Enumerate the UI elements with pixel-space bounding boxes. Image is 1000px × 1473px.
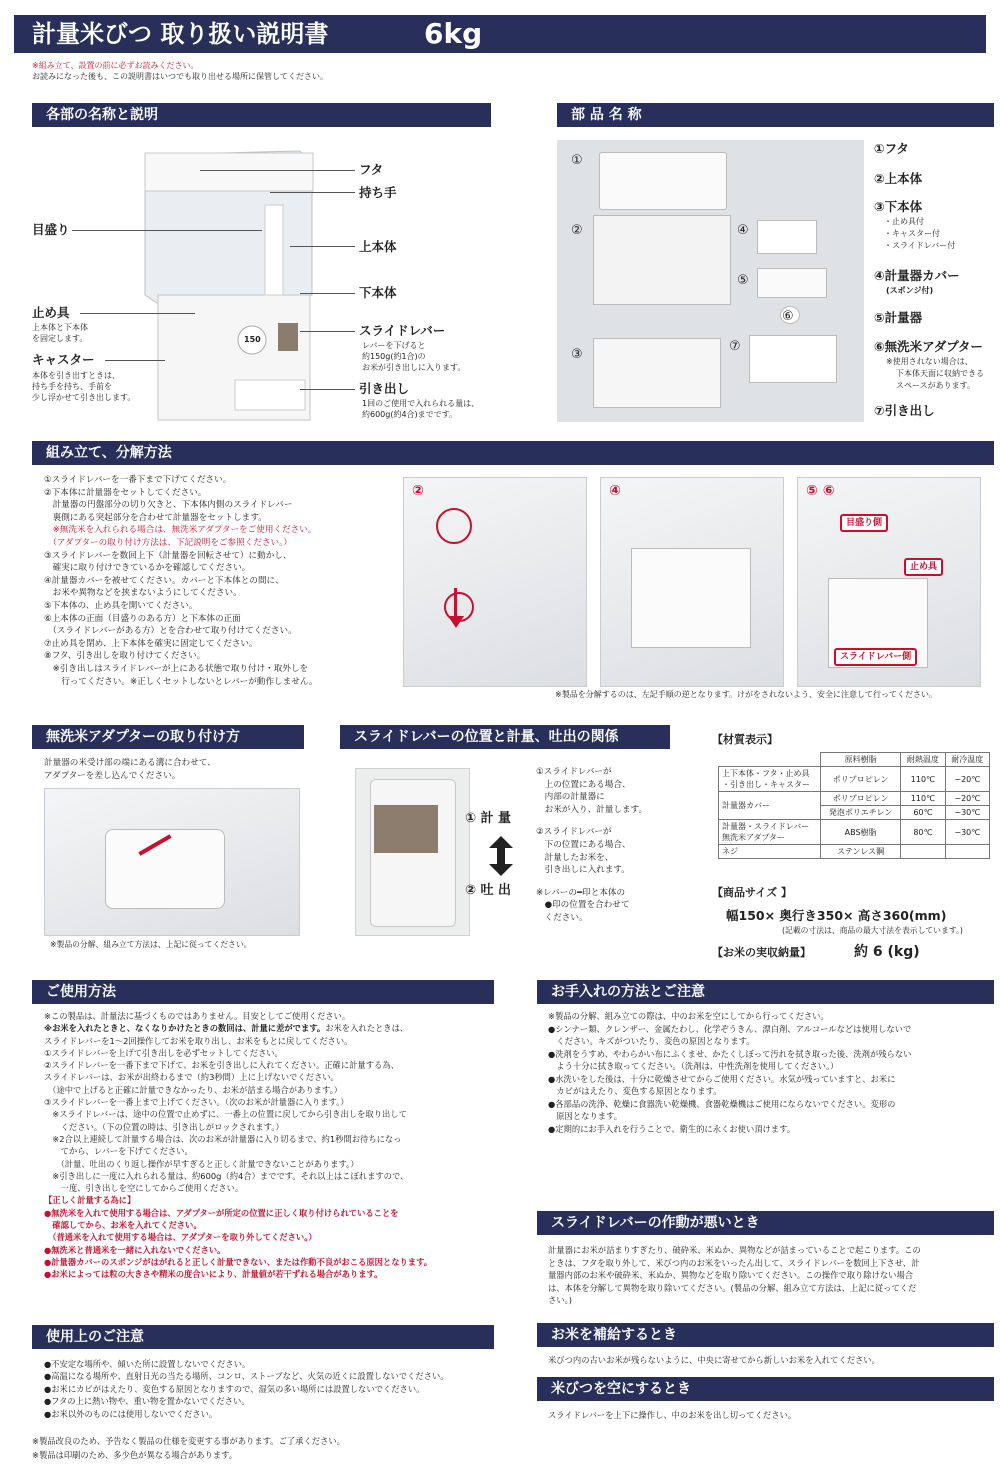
- usage-line-2: ※お米を入れたときと、なくなりかけたときの数回は、計量に差がでます。お米を入れたときは、: [44, 1023, 409, 1034]
- parts-item-3a: ・止め具付: [884, 217, 924, 226]
- slide-desc-3: お米が引き出しに入ります。: [362, 363, 466, 372]
- hikidashi-desc-1: 1回のご使用で入れられる量は、: [362, 399, 480, 408]
- capacity-label: 【お米の実収納量】: [712, 946, 811, 959]
- size-header: 【商品サイズ 】: [712, 886, 792, 899]
- label-tomegu: 止め具: [32, 305, 70, 320]
- assembly-red-1: ※無洗米を入れられる場合は、無洗米アダプターをご使用ください。: [44, 525, 317, 536]
- assembly-line-8: お米や異物などを挟まないようにしてください。: [44, 588, 242, 599]
- mat-r4-part: ネジ: [719, 845, 821, 859]
- lever-t3: 内部の計量器に: [536, 792, 605, 803]
- mat-col-heat: 耐熱温度: [901, 753, 945, 767]
- label-hikidashi: 引き出し: [359, 381, 410, 396]
- tomegu-desc-2: を固定します。: [32, 334, 88, 343]
- caution-text: ●不安定な場所や、傾いた所に設置しないでください。 ●高温になる場所や、直射日光の当たる場所、コンロ、ストーブなど、火気の近くに設置しないでください。 ●お米にカビがはえたり、変色する原因となりますので、湿気の多い場所には設置しないでください。 ●フタの上に熱い物や、重い物を置かないでください。 ●お米以外のものには使用しないでください。: [44, 1359, 449, 1419]
- assembly-line-6: 確実に取り付けできているかを確認してください。: [44, 563, 251, 574]
- label-futa: フタ: [359, 162, 384, 177]
- assembly-header: 組み立て、分解方法: [32, 441, 994, 465]
- parts-num-5: ⑤: [737, 273, 749, 288]
- trouble-header: スライドレバーの作動が悪いとき: [537, 1211, 994, 1235]
- caution-header: 使用上のご注意: [32, 1325, 494, 1349]
- assembly-line-14: ※引き出しはスライドレバーが上にある状態で取り付け・取外しを: [44, 663, 309, 674]
- lever-updown-arrow-icon: [488, 836, 514, 880]
- tag-tomegu: 止め具: [904, 558, 943, 576]
- assembly-line-12: ⑦止め具を閉め、上下本体を確実に固定してください。: [44, 638, 258, 649]
- tomegu-desc-1: 上本体と下本体: [32, 323, 88, 332]
- assembly-photo-56-num: ⑤ ⑥: [806, 483, 835, 499]
- assembly-line-3: 計量器の円盤部分の切り欠きと、下本体内側のスライドレバー: [44, 500, 293, 511]
- care-text: ※製品の分解、組み立ての際は、中のお米を空にしてから行ってください。 ●シンナー類、クレンザー、金属たわし、化学ぞうきん、漂白剤、アルコールなどは使用しないで ください。キズがついたり、変色の原因となります。 ●洗剤をうすめ、やわらかい布にふくませ、かたくしぼって汚れを拭き取った後、洗剤が残らない よう十分に拭き取ってください。（洗剤は、中性洗剤を使用してください。） ●水洗いをした後は、十分に乾燥させてからご使用ください。水気が残っていますと、お米に カビがはえたり、変色する原因となります。 ●各部品の洗浄、乾燥に食器洗い乾燥機、食器乾燥機はご使用にならないでください。変形の 原因となります。 ●定期的にお手入れを行うことで、衛生的に永くお使い頂けます。: [548, 1011, 912, 1134]
- tag-slide-lever-side: スライドレバー側: [834, 648, 917, 666]
- lever-header: スライドレバーの位置と計量、吐出の関係: [340, 725, 670, 749]
- rice-dispenser-illustration: [140, 145, 320, 425]
- assembly-photo-4-num: ④: [609, 483, 621, 499]
- adapter-note: ※製品の分解、組み立て方法は、上記に従ってください。: [50, 940, 252, 949]
- assembly-line-4: 裏側にある突起部分を合わせて計量器をセットします。: [44, 512, 267, 523]
- assembly-photo-2-num: ②: [412, 483, 424, 499]
- mat-r2-resin-b: 発泡ポリエチレン: [821, 806, 901, 820]
- assembly-line-15: 行ってください。※正しくセットしないとレバーが動作しません。: [44, 676, 318, 687]
- adapter-header: 無洗米アダプターの取り付け方: [32, 725, 304, 749]
- mat-r2-cold-a: −20℃: [945, 792, 989, 806]
- assembly-line-1: ①スライドレバーを一番下まで下げてください。: [44, 475, 232, 485]
- lever-keiryo: ① 計 量: [465, 811, 512, 826]
- lever-photo: [355, 768, 470, 936]
- lever-t7: 計量したお米を、: [536, 852, 614, 863]
- footer-note-1: ※製品改良のため、予告なく製品の仕様を変更する事があります。ご了承ください。: [32, 1436, 345, 1446]
- mat-col-resin: 原料樹脂: [821, 753, 901, 767]
- assembly-steps: [44, 474, 404, 688]
- parts-item-3c: ・スライドレバー付: [884, 241, 956, 250]
- assembly-note: ※製品を分解するのは、左記手順の逆となります。けがをされないよう、安全に注意して行ってください。: [555, 690, 938, 699]
- lever-t2: 上の位置にある場合、: [536, 779, 631, 790]
- trouble-text: 計量器にお米が詰まりすぎたり、破砕米、米ぬか、異物などが詰まっていることで起こります。この ときは、フタを取り外して、米びつ内のお米をいったん出して、スライドレバーを数回上下させ、計 量器内部のお米や破砕米、米ぬか、異物などを取り除いてください。この操作で取り除けない場合 は、本体を分解して異物を取り除いてください。(製品の分解、組み立て方法は、上記に従ってくだ さい。): [548, 1245, 921, 1306]
- mat-r4-resin: ステンレス鋼: [821, 845, 901, 859]
- lever-t8: 引き出しに入れます。: [536, 865, 630, 876]
- lever-t11: ください。: [536, 912, 588, 923]
- assembly-red-2: （アダプターの取り付け方法は、下記説明をご参照ください。）: [44, 537, 293, 548]
- dial-value: 150: [244, 335, 261, 344]
- lever-t6: 下の位置にある場合、: [536, 839, 631, 850]
- assembly-line-9: ⑤下本体の、止め具を開いてください。: [44, 600, 198, 611]
- parts-num-2: ②: [571, 223, 583, 238]
- parts-item-2: ②上本体: [874, 171, 923, 186]
- lever-t4: お米が入り、計量します。: [536, 804, 648, 815]
- lever-t5: ②スライドレバーが: [536, 827, 612, 838]
- caster-desc-2: 持ち手を持ち、手前を: [32, 382, 112, 391]
- usage-header: ご使用方法: [32, 980, 494, 1004]
- assembly-line-2: ②下本体に計量器をセットしてください。: [44, 487, 207, 498]
- parts-photo-area: [557, 140, 864, 422]
- names-header: 各部の名称と説明: [32, 103, 491, 127]
- mat-r1-cold: −20℃: [945, 767, 989, 792]
- title-bar: [14, 15, 986, 53]
- mat-r2-resin-a: ポリプロピレン: [821, 792, 901, 806]
- mat-r2-part: 計量器カバー: [719, 792, 821, 820]
- mat-r1-part: 上下本体・フタ・止め具 ・引き出し・キャスター: [719, 767, 821, 792]
- label-uehontai: 上本体: [359, 239, 397, 254]
- parts-item-5: ⑤計量器: [874, 310, 923, 325]
- parts-num-7: ⑦: [729, 339, 741, 354]
- empty-header: 米びつを空にするとき: [537, 1377, 994, 1401]
- caster-desc-1: 本体を引き出すときは、: [32, 371, 120, 380]
- parts-item-1: ①フタ: [874, 141, 909, 156]
- mat-r3-cold: −30℃: [945, 820, 989, 845]
- parts-num-6: ⑥: [782, 309, 794, 324]
- slide-desc-1: レバーを下げると: [362, 341, 426, 350]
- assembly-line-7: ④計量器カバーを被せてください。カバーと下本体との間に、: [44, 575, 284, 586]
- assembly-line-10: ⑥上本体の正面（目盛りのある方）と下本体の正面: [44, 613, 241, 624]
- notice-line-1: ※組み立て、設置の前に必ずお読みください。: [32, 61, 199, 70]
- label-shitahontai: 下本体: [359, 285, 397, 300]
- parts-item-6a: ※使用されない場合は、: [886, 357, 973, 366]
- tag-memori-side: 目盛り側: [840, 514, 888, 532]
- empty-text: スライドレバーを上下に操作し、中のお米を出し切ってください。: [548, 1410, 797, 1420]
- assembly-photo-2: [403, 477, 587, 687]
- parts-item-6b: 下本体天面に収納できる: [896, 369, 984, 378]
- notice-line-2: お読みになった後も、この説明書はいつでも取り出せる場所に保管してください。: [32, 72, 328, 81]
- usage-text: ※この製品は、計量法に基づくものではありません。目安としてご使用ください。 ※お米を入れたときと、なくなりかけたときの数回は、計量に差がでます。お米を入れたときは、 スライドレバーを1〜2回操作してお米を取り出し、お米をもとに戻してください。 ①スライドレバーを上げて引き出しを必ずセットしてください。 ②スライドレバーを一番下まで下げて、お米を引き出しに入れてください。正確に計量する為、 スライドレバーは、お米が出終わるまで（約3秒間）上に上げないでください。 （途中で上げると正確に計量できなかったり、お米が詰まる場合があります。） ③スライドレバーを一番上まで上げてください。（次のお米が計量器に入ります。） ※スライドレバーは、途中の位置で止めずに、一番上の位置に戻してから引き出しを取り出して ください。（下の位置の時は、引き出しがロックされます。） ※2合以上連続して計量する場合は、次のお米が計量器に入り切るまで、約1秒間お待ちになっ てから、レバーを下げてください。 （計量、吐出のくり返し操作が早すぎると正しく計量できないことがあります。） ※引き出しに一度に入れられる量は、約600g（約4合）までです。それ以上はこぼれますので、 一度、引き出しを空にしてからご使用ください。 【正しく計量する為に】 ●無洗米を入れて使用する場合は、アダプターが所定の位置に正しく取り付けられていることを 確認してから、お米を入れてください。 （普通米を入れて使用する場合は、アダプターを取り外してください。） ●無洗米と普通米を一緒に入れないでください。 ●計量器カバーのスポンジがはがれると正しく計量できない、または作動不良がおこる原因となります。 ●お米によっては粒の大きさや精米の度合いにより、計量値が若干ずれる場合があります。: [44, 1010, 494, 1281]
- capacity-title: 6kg: [424, 17, 483, 50]
- mat-col-cold: 耐冷温度: [945, 753, 989, 767]
- assembly-line-13: ⑧フタ、引き出しを取り付けてください。: [44, 651, 206, 662]
- mat-r1-resin: ポリプロピレン: [821, 767, 901, 792]
- assembly-photo-56: [797, 477, 981, 687]
- parts-item-6: ⑥無洗米アダプター: [874, 339, 983, 354]
- parts-item-7: ⑦引き出し: [874, 403, 935, 418]
- lever-t1: ①スライドレバーが: [536, 767, 612, 777]
- material-header: 【材質表示】: [712, 733, 778, 746]
- label-caster: キャスター: [32, 352, 95, 367]
- parts-item-4: ④計量器カバー: [874, 268, 960, 283]
- assembly-photo-4: [600, 477, 784, 687]
- capacity-value: 約 6 (kg): [854, 944, 920, 960]
- parts-item-3: ③下本体: [874, 199, 923, 214]
- mat-r3-part: 計量器・スライドレバー 無洗米アダプター: [719, 820, 821, 845]
- mat-r3-resin: ABS樹脂: [821, 820, 901, 845]
- parts-item-6c: スペースがあります。: [896, 381, 975, 390]
- parts-item-3b: ・キャスター付: [884, 229, 940, 238]
- label-slide-lever: スライドレバー: [359, 323, 446, 338]
- lever-explain: [536, 766, 676, 925]
- lever-t9: ※レバーの━印と本体の: [536, 887, 626, 898]
- mat-r2-heat-a: 110℃: [901, 792, 945, 806]
- size-note: (記載の寸法は、商品の最大寸法を表示しています。): [782, 926, 963, 935]
- usage-line-1: ※この製品は、計量法に基づくものではありません。目安としてご使用ください。: [44, 1011, 351, 1021]
- label-memori: 目盛り: [32, 222, 70, 237]
- page-title: 計量米びつ 取り扱い説明書: [32, 20, 329, 48]
- parts-num-1: ①: [571, 153, 583, 168]
- assembly-line-5: ③スライドレバーを数回上下（計量器を回転させて）に動かし、: [44, 550, 292, 561]
- mat-r2-cold-b: −30℃: [945, 806, 989, 820]
- parts-header: 部 品 名 称: [557, 103, 994, 127]
- caster-desc-3: 少し浮かせて引き出します。: [32, 393, 136, 402]
- material-table: [718, 752, 990, 859]
- label-mochite: 持ち手: [359, 185, 397, 200]
- slide-desc-2: 約150g(約1合)の: [362, 352, 426, 361]
- hikidashi-desc-2: 約600g(約4合)までです。: [362, 410, 458, 419]
- refill-text: 米びつ内の古いお米が残らないように、中央に寄せてから新しいお米を入れてください。: [548, 1355, 880, 1365]
- lever-t10: ●印の位置を合わせて: [536, 900, 630, 911]
- refill-header: お米を補給するとき: [537, 1323, 994, 1347]
- care-header: お手入れの方法とご注意: [537, 980, 994, 1004]
- parts-num-4: ④: [737, 223, 749, 238]
- parts-num-3: ③: [571, 347, 583, 362]
- adapter-line-1: 計量器の米受け部の端にある溝に合わせて、: [44, 758, 216, 768]
- mat-r2-heat-b: 60℃: [901, 806, 945, 820]
- assembly-line-11: （スライドレバーがある方）とを合わせて取り付けてください。: [44, 626, 297, 637]
- adapter-photo: [44, 788, 300, 936]
- mat-r1-heat: 110℃: [901, 767, 945, 792]
- size-value: 幅150× 奥行き350× 高さ360(mm): [726, 908, 947, 923]
- adapter-line-2: アダプターを差し込んでください。: [44, 771, 181, 781]
- lever-toshutsu: ② 吐 出: [465, 883, 512, 898]
- footer-note-2: ※製品は印刷のため、多少色が異なる場合があります。: [32, 1450, 238, 1460]
- mat-r3-heat: 80℃: [901, 820, 945, 845]
- parts-item-4a: (スポンジ付): [886, 286, 934, 295]
